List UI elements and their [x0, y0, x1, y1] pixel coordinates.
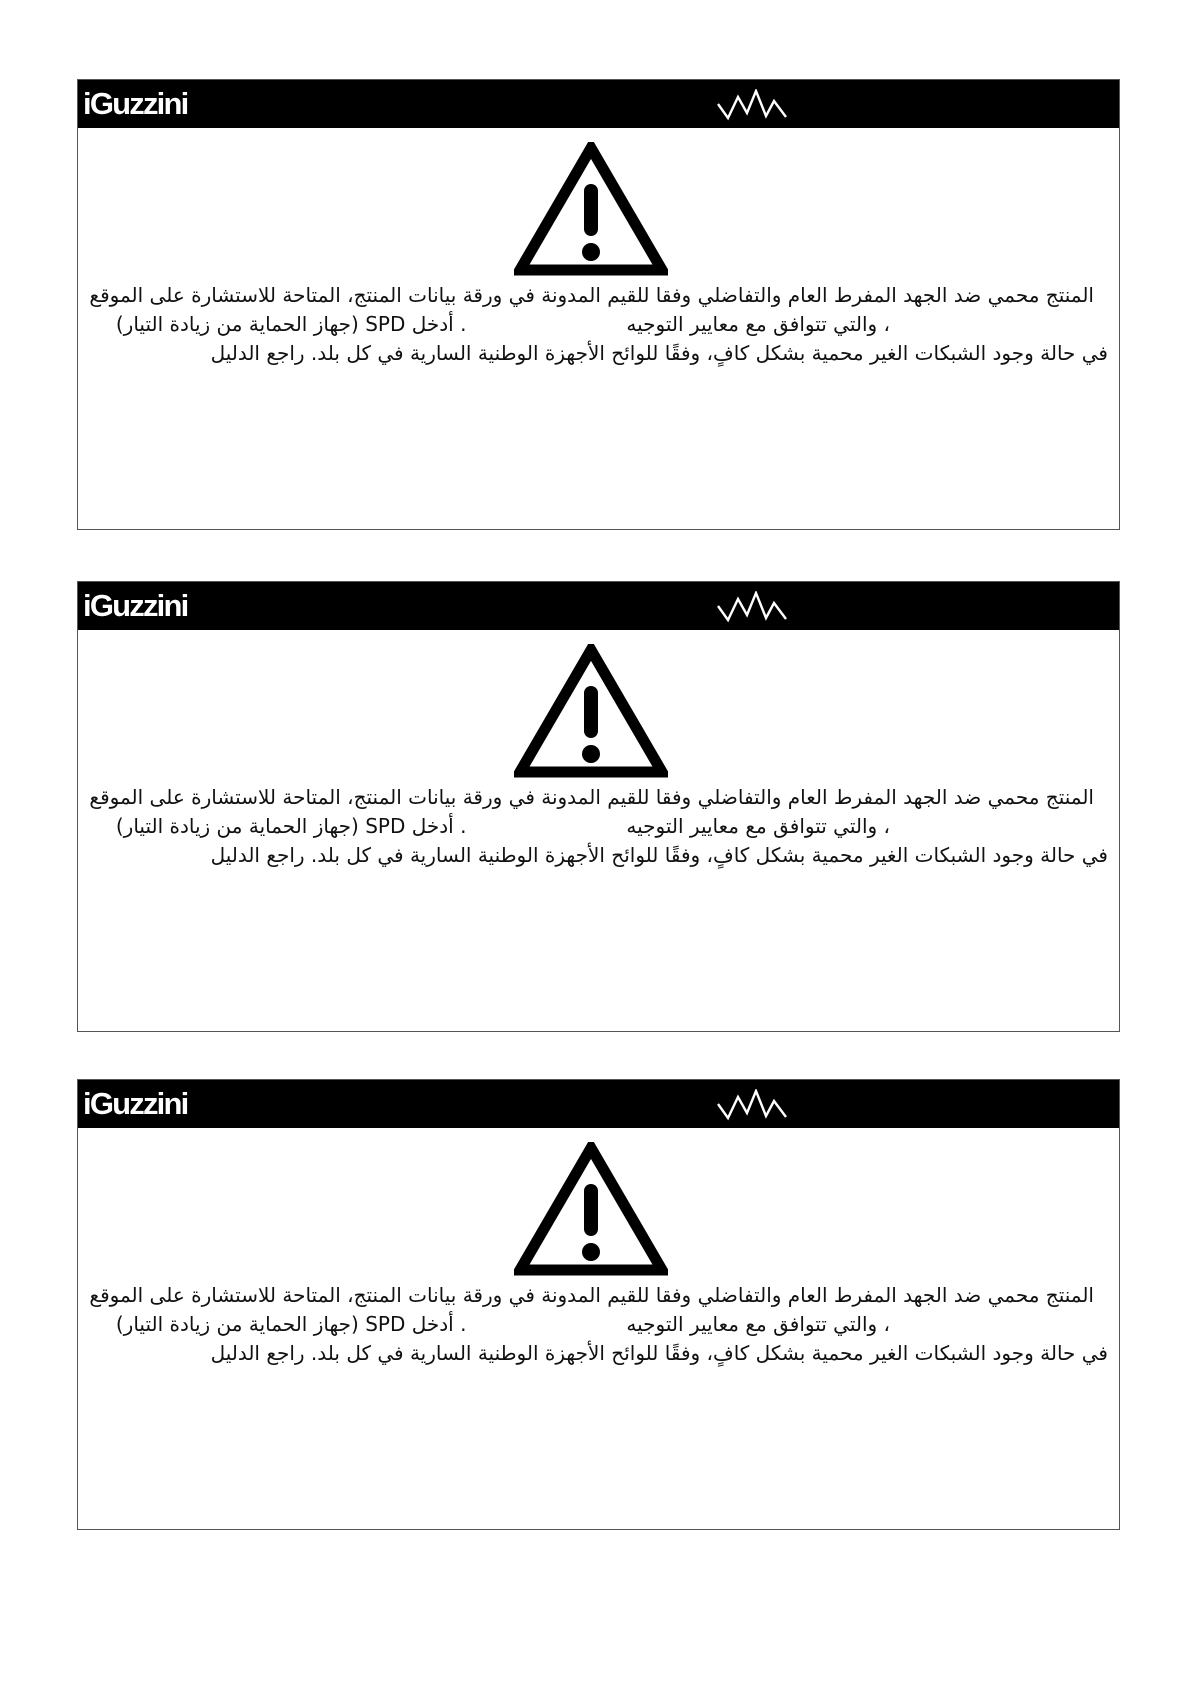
warning-text [89, 783, 1110, 870]
surge-voltage-icon [716, 1089, 788, 1121]
warning-line-2-part-2: . أدخل SPD (جهاز الحماية من زيادة التيار) [115, 1312, 467, 1336]
warning-line-2-part-1: ، والتي تتوافق مع معايير التوجيه [626, 312, 890, 336]
warning-line-2 [108, 1310, 1110, 1339]
brand-logo: iGuzzini [83, 588, 188, 623]
warning-triangle-icon [514, 142, 668, 278]
warning-line-1: المنتج محمي ضد الجهد المفرط العام والتفاضلي وفقا للقيم المدونة في ورقة بيانات المنتج، المتاحة للاستشارة على الموقع [89, 283, 1094, 307]
header-bar [78, 80, 1119, 128]
warning-text [89, 1281, 1110, 1368]
warning-line-3: في حالة وجود الشبكات الغير محمية بشكل كافٍ، وفقًا للوائح الأجهزة الوطنية السارية في كل بلد. راجع الدليل [210, 1341, 1108, 1365]
warning-line-2-part-1: ، والتي تتوافق مع معايير التوجيه [626, 1312, 890, 1336]
surge-voltage-icon [716, 591, 788, 623]
warning-line-2 [108, 310, 1110, 339]
warning-line-2-part-2: . أدخل SPD (جهاز الحماية من زيادة التيار) [115, 814, 467, 838]
warning-line-3: في حالة وجود الشبكات الغير محمية بشكل كافٍ، وفقًا للوائح الأجهزة الوطنية السارية في كل بلد. راجع الدليل [210, 843, 1108, 867]
warning-line-2-part-2: . أدخل SPD (جهاز الحماية من زيادة التيار) [115, 312, 467, 336]
header-bar [78, 1080, 1119, 1128]
warning-line-3: في حالة وجود الشبكات الغير محمية بشكل كافٍ، وفقًا للوائح الأجهزة الوطنية السارية في كل بلد. راجع الدليل [210, 341, 1108, 365]
header-bar [78, 582, 1119, 630]
warning-line-2 [108, 812, 1110, 841]
warning-triangle-icon [514, 644, 668, 780]
warning-text [89, 281, 1110, 368]
warning-card [77, 79, 1120, 530]
brand-logo: iGuzzini [83, 86, 188, 121]
warning-card [77, 1079, 1120, 1530]
warning-line-1: المنتج محمي ضد الجهد المفرط العام والتفاضلي وفقا للقيم المدونة في ورقة بيانات المنتج، المتاحة للاستشارة على الموقع [89, 785, 1094, 809]
warning-card [77, 581, 1120, 1032]
brand-logo: iGuzzini [83, 1086, 188, 1121]
surge-voltage-icon [716, 89, 788, 121]
warning-line-2-part-1: ، والتي تتوافق مع معايير التوجيه [626, 814, 890, 838]
warning-line-1: المنتج محمي ضد الجهد المفرط العام والتفاضلي وفقا للقيم المدونة في ورقة بيانات المنتج، المتاحة للاستشارة على الموقع [89, 1283, 1094, 1307]
warning-triangle-icon [514, 1142, 668, 1278]
